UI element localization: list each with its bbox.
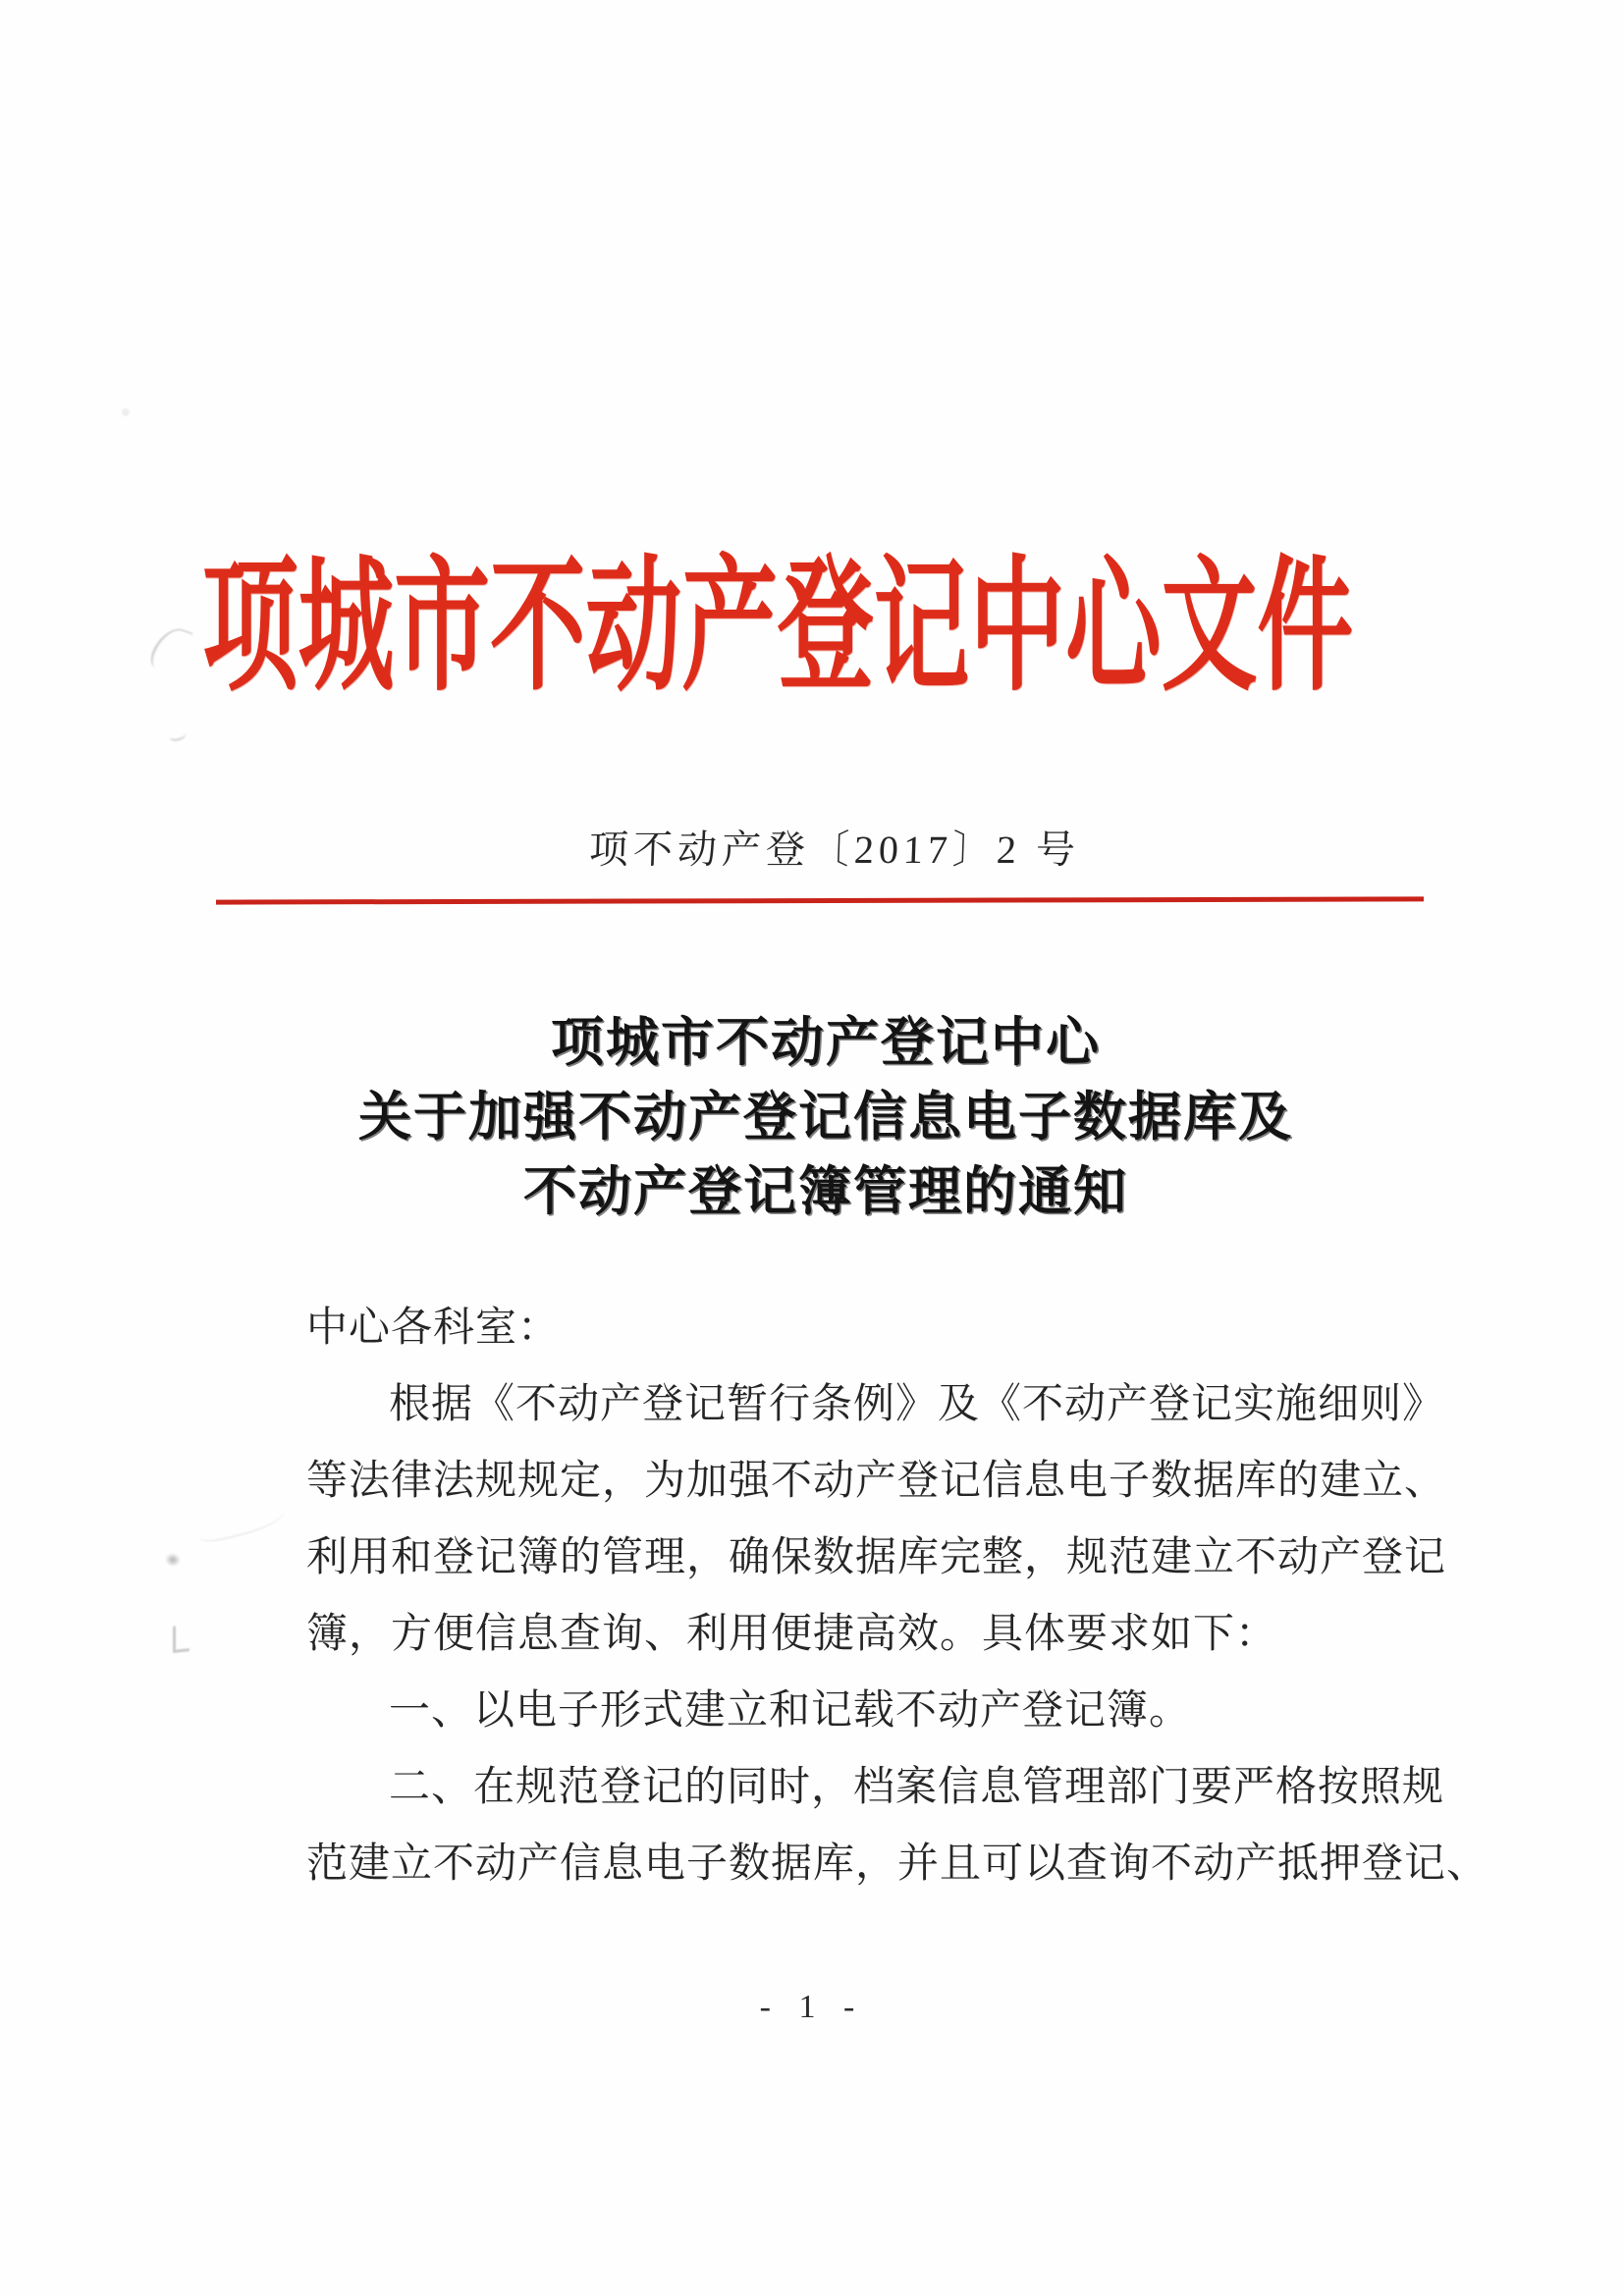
document-title bbox=[14, 1005, 1624, 1229]
body-paragraph-line: 等法律法规规定，为加强不动产登记信息电子数据库的建立、 bbox=[306, 1459, 1447, 1504]
document-number: 项不动产登〔2017〕2 号 bbox=[588, 828, 1081, 872]
document-title-line-3: 不动产登记簿管理的通知 bbox=[523, 1162, 1128, 1221]
document-body bbox=[306, 1290, 1489, 1902]
body-paragraph-line: 根据《不动产登记暂行条例》及《不动产登记实施细则》 bbox=[389, 1382, 1445, 1427]
document-title-line-1: 项城市不动产登记中心 bbox=[551, 1013, 1101, 1072]
header-title-text: 项城市不动产登记中心文件 bbox=[201, 548, 1354, 709]
body-paragraph-line: 利用和登记簿的管理，确保数据库完整，规范建立不动产登记 bbox=[306, 1535, 1447, 1580]
body-paragraph-line: 簿，方便信息查询、利用便捷高效。具体要求如下： bbox=[306, 1612, 1278, 1657]
scan-artifact bbox=[194, 1498, 287, 1546]
document-title-line-2: 关于加强不动产登记信息电子数据库及 bbox=[358, 1088, 1293, 1147]
body-paragraph-line: 一、以电子形式建立和记载不动产登记簿。 bbox=[389, 1688, 1192, 1734]
body-paragraph-line: 二、在规范登记的同时，档案信息管理部门要严格按照规 bbox=[389, 1765, 1445, 1810]
scan-artifact bbox=[168, 727, 188, 742]
page-number: - 1 - bbox=[759, 1989, 865, 2025]
scan-artifact bbox=[122, 408, 130, 416]
salutation-line: 中心各科室： bbox=[306, 1306, 561, 1351]
document-header-banner bbox=[0, 548, 1590, 709]
red-divider-rule bbox=[216, 896, 1424, 904]
body-paragraph-line: 范建立不动产信息电子数据库，并且可以查询不动产抵押登记、 bbox=[306, 1842, 1489, 1887]
scan-artifact bbox=[164, 1552, 182, 1569]
scan-artifact bbox=[173, 1625, 189, 1653]
